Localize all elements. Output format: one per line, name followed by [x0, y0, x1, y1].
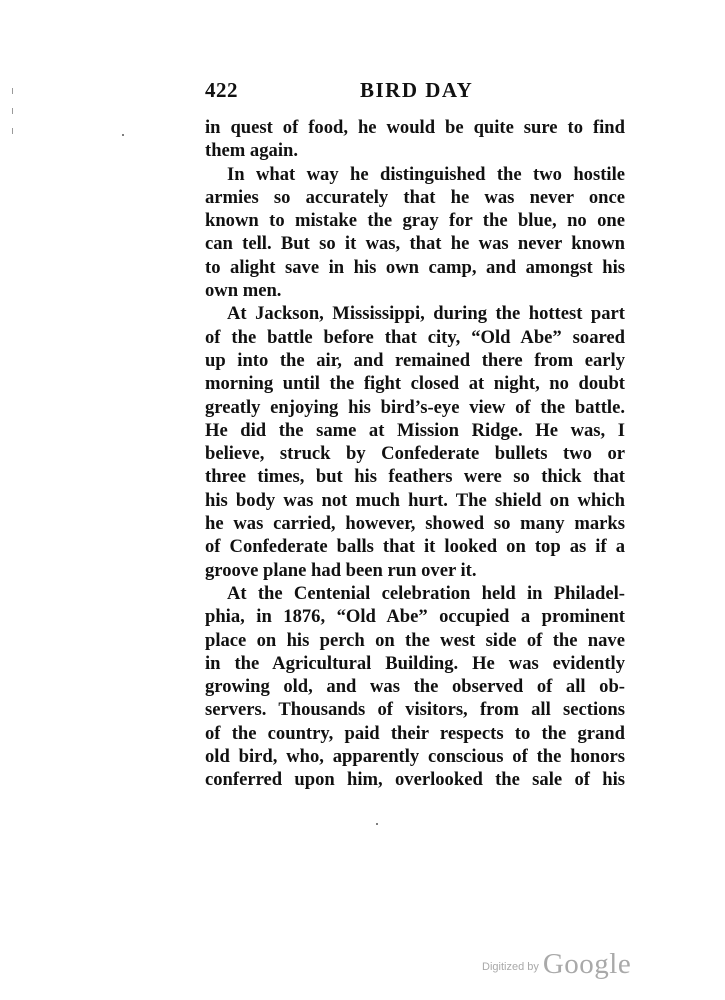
text-line: He did the same at Mission Ridge. He was, I	[205, 419, 625, 441]
scan-gutter-mark	[12, 108, 13, 114]
text-line: can tell. But so it was, that he was never known	[205, 233, 625, 255]
scan-speck	[122, 134, 124, 136]
text-line: servers. Thousands of visitors, from all sections	[205, 699, 625, 721]
text-line: phia, in 1876, “Old Abe” occupied a prominent	[205, 606, 625, 628]
text-line: greatly enjoying his bird’s-eye view of the battle.	[205, 396, 625, 418]
text-line: In what way he distinguished the two hostile	[227, 163, 625, 185]
scan-speck	[376, 823, 378, 825]
text-line: morning until the fight closed at night, no doubt	[205, 373, 625, 395]
text-line: own men.	[205, 280, 282, 302]
digitized-by-label: Digitized by	[482, 961, 539, 973]
paragraph	[205, 116, 625, 163]
text-line: of Confederate balls that it looked on top as if a	[205, 536, 625, 558]
text-line: to alight save in his own camp, and amongst his	[205, 256, 625, 278]
scan-gutter-mark	[12, 88, 13, 94]
text-line: known to mistake the gray for the blue, no one	[205, 210, 625, 232]
paragraph	[205, 163, 625, 303]
text-line: three times, but his feathers were so thick that	[205, 466, 625, 488]
scan-gutter-mark	[12, 128, 13, 134]
text-line: groove plane had been run over it.	[205, 559, 477, 581]
text-line: place on his perch on the west side of the nave	[205, 629, 625, 651]
google-logo: Google	[542, 948, 632, 980]
text-line: of the country, paid their respects to the grand	[205, 722, 625, 744]
page-header	[205, 78, 625, 108]
text-line: of the battle before that city, “Old Abe” soared	[205, 326, 625, 348]
text-line: up into the air, and remained there from early	[205, 349, 625, 371]
text-line: he was carried, however, showed so many marks	[205, 513, 625, 535]
text-line: in the Agricultural Building. He was evidently	[205, 652, 625, 674]
text-line: believe, struck by Confederate bullets two or	[205, 443, 625, 465]
text-line: old bird, who, apparently conscious of the honors	[205, 746, 625, 768]
body-text	[205, 116, 625, 792]
paragraph	[205, 302, 625, 582]
text-line: armies so accurately that he was never once	[205, 186, 625, 208]
paragraph	[205, 582, 625, 792]
running-head: BIRD DAY	[360, 78, 474, 102]
text-line: them again.	[205, 140, 298, 162]
digitized-by-google-watermark	[482, 948, 631, 984]
text-line: his body was not much hurt. The shield on which	[205, 489, 625, 511]
text-line: growing old, and was the observed of all ob-	[205, 676, 625, 698]
page-number: 422	[205, 78, 238, 102]
text-line: At Jackson, Mississippi, during the hottest part	[227, 303, 625, 325]
text-line: conferred upon him, overlooked the sale of his	[205, 769, 625, 791]
text-line: At the Centenial celebration held in Philadel-	[227, 582, 625, 604]
text-line: in quest of food, he would be quite sure to find	[205, 117, 625, 138]
